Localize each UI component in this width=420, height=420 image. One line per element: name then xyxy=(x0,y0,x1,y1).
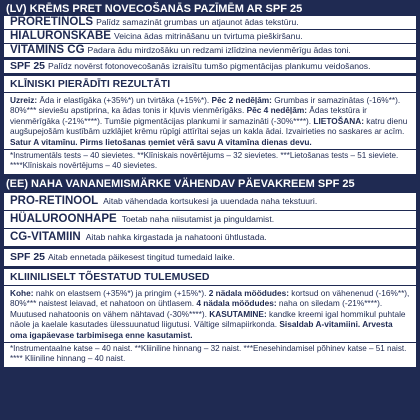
lv-ingredient-row xyxy=(4,16,416,30)
clinical-text: Ādas tekstūra ir vienmērīgāka (-21%****). Tumšie pigmentācijas plankumi ir samazināti (-30%****). xyxy=(10,105,367,126)
ee-clinical-text xyxy=(4,286,416,342)
ingredient-name: PRO-RETINOOL xyxy=(10,195,99,208)
ingredient-name: HIALURONSKĀBE xyxy=(10,30,111,42)
clinical-label: Pēc 4 nedēļām: xyxy=(246,105,307,116)
lv-ingredients-box xyxy=(4,16,416,57)
lv-clinical-title: KLĪNISKI PIERĀDĪTI REZULTĀTI xyxy=(4,76,416,93)
ee-ingredient-row xyxy=(4,211,416,229)
spf-label: SPF 25 xyxy=(10,60,46,72)
lv-clinical-text xyxy=(4,93,416,149)
clinical-label: 4 nädala möödudes: xyxy=(196,298,277,309)
clinical-text: kandke kreemi igal hommikul puhtale näole ja kaelale kasutades ülessuunatud liigutusi. Vältige silmapiirkonda. xyxy=(10,308,406,330)
lv-ingredient-row xyxy=(4,30,416,44)
vitamin-warning: Sisaldab A-vitamiini. Arvesta oma igapäevase tarbimisega enne kasutamist. xyxy=(10,319,393,340)
clinical-text: nahk on elastsem (+35%*) ja pringim (+15%*). xyxy=(33,288,209,299)
vitamin-warning: Satur A vitamīnu. Pirms lietošanas ņemiet vērā savu A vitamīna dienas devu. xyxy=(10,136,312,147)
clinical-label: Uzreiz: xyxy=(10,95,38,105)
clinical-text: Āda ir elastīgāka (+35%*) un tvirtāka (+15%*). xyxy=(37,95,212,105)
ingredient-text: Veicina ādas mitrināšanu un tvirtuma pieškiršanu. xyxy=(113,31,303,41)
spf-text: Aitab ennetada päikesest tingitud tumedaid laike. xyxy=(48,252,235,263)
ee-spf-box xyxy=(4,249,416,266)
ingredient-text: Padara ādu mirdzošāku un redzami izlīdzina nevienmērīgu ādas toni. xyxy=(87,45,351,55)
lv-spf-box xyxy=(4,60,416,73)
ee-spf-row xyxy=(4,249,416,266)
ee-ingredients-box xyxy=(4,193,416,246)
ee-title: (EE) NAHA VANANEMISMÄRKE VÄHENDAV PÄEVAKREEM SPF 25 xyxy=(6,178,355,191)
ingredient-name: HÜALUROONHAPE xyxy=(10,213,117,226)
ee-clinical-title: KLIINILISELT TÕESTATUD TULEMUSED xyxy=(4,269,416,286)
lv-ingredient-row xyxy=(4,44,416,57)
ingredient-text: Aitab nahka kirgastada ja nahatooni ühtlustada. xyxy=(85,232,267,243)
ee-ingredient-row xyxy=(4,229,416,246)
ingredient-text: Toetab naha niisutamist ja pinguldamist. xyxy=(121,214,275,225)
ingredient-text: Aitab vähendada kortsukesi ja uuendada naha tekstuuri. xyxy=(103,196,318,207)
clinical-label: Kohe: xyxy=(10,288,34,299)
spf-text: Palīdz novērst fotonovecošanās izraisītu tumšo pigmentācijas plankumu veidošanos. xyxy=(48,61,371,71)
lv-spf-row xyxy=(4,60,416,73)
ingredient-name: PRORETINOLS xyxy=(10,16,94,28)
clinical-text: katru dienu augšupejošām kustībām uzklājiet krēmu rūpīgi attīrītai sejas un kakla ādai. Izvairieties no saskares ar acīm. xyxy=(10,115,408,137)
ee-ingredient-row xyxy=(4,193,416,211)
ingredient-text: Palīdz samazināt grumbas un atjaunot ādas tekstūru. xyxy=(96,17,299,27)
ee-footnote: *Instrumentaalne katse – 40 naist. **Kliiniline hinnang – 32 naist. ***Enesehindamisel põhinev katse – 51 naist. **** Kliiniline hinnang – 40 naist. xyxy=(4,342,416,367)
clinical-label: LIETOŠANA: xyxy=(313,115,364,126)
clinical-label: 2 nädala möödudes: xyxy=(208,288,289,299)
clinical-text: kortsud on vähenenud (-16%**), 80%*** naistest leiavad, et nahatoon on ühtlasem. xyxy=(10,288,410,309)
lv-title: (LV) KRĒMS PRET NOVECOŠANĀS PAZĪMĒM AR SPF 25 xyxy=(6,3,303,15)
lv-footnote: *Instrumentāls tests – 40 sievietes. **Klīniskais novērtējums – 32 sievietes. ***Lietošanas tests – 51 sieviete. ****Klīniskais novērtējums – 40 sievietes. xyxy=(4,149,416,174)
clinical-label: Pēc 2 nedēļām: xyxy=(211,95,272,105)
clinical-label: KASUTAMINE: xyxy=(209,308,267,319)
ingredient-name: VITAMĪNS CG xyxy=(10,44,85,56)
clinical-text: Grumbas ir samazinātas (-16%**). 80%*** sieviešu apstiprina, ka ādas tonis ir kļuvis vienmērīgāks. xyxy=(10,95,401,116)
clinical-text: naha on siledam (-21%****). Muutused nahatoonis on vähem nähtavad (-30%****). xyxy=(10,298,383,319)
ingredient-name: CG-VITAMIIN xyxy=(10,231,81,244)
spf-label: SPF 25 xyxy=(10,251,46,264)
